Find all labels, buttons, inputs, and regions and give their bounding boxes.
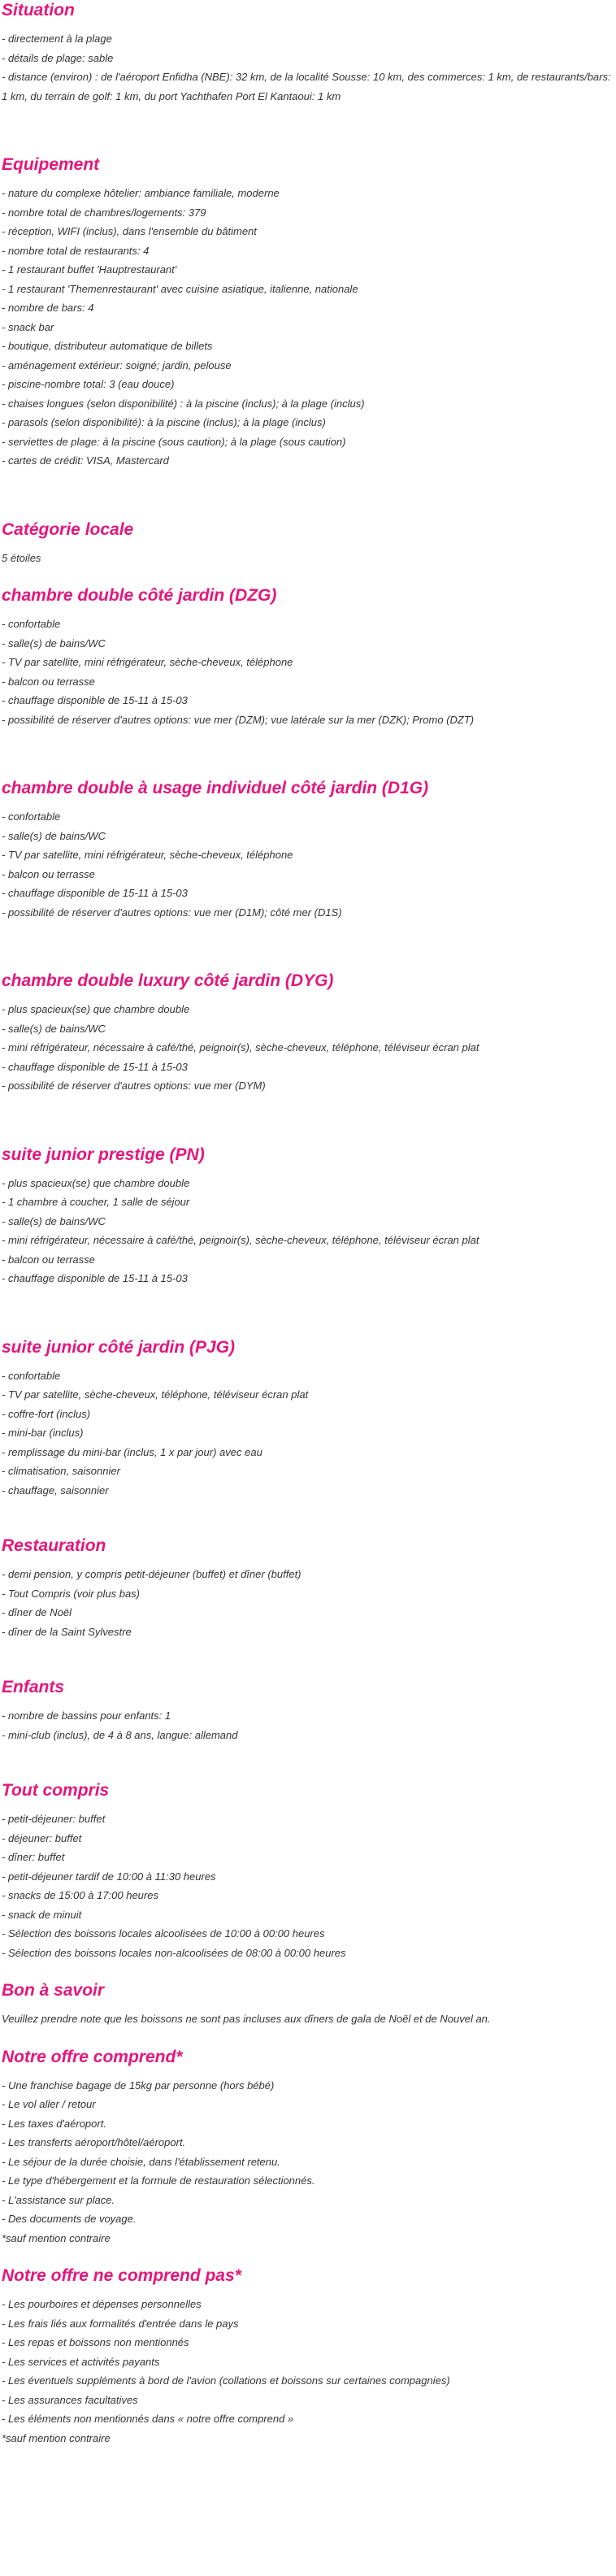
section-title: chambre double luxury côté jardin (DYG)	[2, 971, 334, 990]
list-item: - boutique, distributeur automatique de billets	[2, 340, 213, 352]
section-title: Notre offre ne comprend pas*	[2, 2266, 241, 2285]
list-item: - directement à la plage	[2, 33, 112, 45]
list-item: - balcon ou terrasse	[2, 1253, 95, 1266]
list-item: - TV par satellite, sèche-cheveux, téléphone, téléviseur écran plat	[2, 1388, 309, 1401]
section-body	[2, 2076, 613, 2248]
section-situation	[2, 0, 613, 106]
list-item: - plus spacieux(se) que chambre double	[2, 1176, 190, 1189]
list-item: - Les assurances facultatives	[2, 2393, 138, 2406]
list-item: - nature du complexe hôtelier: ambiance familiale, moderne	[2, 187, 280, 199]
section-title: Situation	[2, 1, 75, 20]
list-item: - cartes de crédit: VISA, Mastercard	[2, 454, 169, 467]
list-item: - possibilité de réserver d'autres options: vue mer (DYM)	[2, 1079, 266, 1092]
list-item: - Le type d'hébergement et la formule de restauration sélectionnés.	[2, 2174, 315, 2187]
section-body	[2, 29, 613, 106]
list-item: - salle(s) de bains/WC	[2, 829, 106, 842]
section-suite-pjg	[2, 1337, 613, 1501]
list-item: - chauffage disponible de 15-11 à 15-03	[2, 887, 188, 899]
list-item: - distance (environ) : de l'aéroport Enfidha (NBE): 32 km, de la localité Sousse: 10 km, des commerces: 1 km, de restaurants/bars: 1 km, du terrain de golf: 1 km, du port Yachthafen Port El Kantaoui: 1 km	[2, 71, 611, 102]
section-title: suite junior côté jardin (PJG)	[2, 1337, 236, 1357]
list-item: - Une franchise bagage de 15kg par personne (hors bébé)	[2, 2079, 275, 2092]
list-item: - snack de minuit	[2, 1908, 82, 1921]
section-body	[2, 1000, 613, 1096]
list-item: - Les frais liés aux formalités d'entrée dans le pays	[2, 2317, 239, 2330]
section-body	[2, 1809, 613, 1962]
list-item: - Les taxes d'aéroport.	[2, 2117, 106, 2130]
list-item: - chaises longues (selon disponibilité) : à la piscine (inclus); à la plage (inclus)	[2, 397, 365, 410]
list-item: - mini-bar (inclus)	[2, 1427, 84, 1439]
section-tout-compris	[2, 1780, 613, 1962]
list-item: - climatisation, saisonnier	[2, 1465, 120, 1477]
list-item: - mini réfrigérateur, nécessaire à café/thé, peignoir(s), sèche-cheveux, téléphone, téléviseur écran plat	[2, 1041, 479, 1053]
list-item: - Les services et activités payants	[2, 2355, 160, 2368]
section-title: Enfants	[2, 1678, 65, 1696]
list-item: - dîner: buffet	[2, 1851, 65, 1863]
list-item: - chauffage disponible de 15-11 à 15-03	[2, 1272, 188, 1284]
list-item: - nombre total de chambres/logements: 379	[2, 206, 206, 219]
section-body	[2, 1565, 613, 1641]
section-title: Restauration	[2, 1536, 106, 1555]
list-item: - mini-club (inclus), de 4 à 8 ans, langue: allemand	[2, 1728, 238, 1741]
list-item: - demi pension, y compris petit-déjeuner (buffet) et dîner (buffet)	[2, 1568, 301, 1580]
list-item: - petit-déjeuner: buffet	[2, 1813, 106, 1825]
list-item: - chauffage disponible de 15-11 à 15-03	[2, 1060, 188, 1073]
list-item: - dîner de Noël	[2, 1606, 72, 1618]
list-item: *sauf mention contraire	[2, 2431, 111, 2444]
list-item: - Les repas et boissons non mentionnés	[2, 2336, 189, 2348]
section-enfants	[2, 1677, 613, 1744]
list-item: - Des documents de voyage.	[2, 2213, 137, 2225]
list-item: - parasols (selon disponibilité): à la piscine (inclus); à la plage (inclus)	[2, 416, 326, 428]
section-room-d1g	[2, 778, 613, 922]
list-item: - Tout Compris (voir plus bas)	[2, 1587, 141, 1600]
section-title: Bon à savoir	[2, 1981, 105, 2000]
list-item: - Sélection des boissons locales alcoolisées de 10:00 à 00:00 heures	[2, 1927, 325, 1940]
section-title: Equipement	[2, 155, 100, 174]
list-item: - petit-déjeuner tardif de 10:00 à 11:30 heures	[2, 1870, 216, 1883]
list-item: *sauf mention contraire	[2, 2231, 111, 2244]
list-item: - piscine-nombre total: 3 (eau douce)	[2, 378, 175, 390]
list-item: - nombre total de restaurants: 4	[2, 244, 150, 257]
list-item: - salle(s) de bains/WC	[2, 1022, 106, 1035]
list-item: - 1 chambre à coucher, 1 salle de séjour	[2, 1196, 190, 1208]
list-item: - chauffage, saisonnier	[2, 1483, 109, 1497]
list-item: - nombre de bassins pour enfants: 1	[2, 1709, 171, 1722]
list-item: - Sélection des boissons locales non-alcoolisées de 08:00 à 00:00 heures	[2, 1946, 346, 1959]
list-item: - aménagement extérieur: soigné; jardin, pelouse	[2, 358, 232, 371]
list-item: - Le séjour de la durée choisie, dans l'établissement retenu.	[2, 2155, 280, 2168]
section-title: suite junior prestige (PN)	[2, 1145, 205, 1164]
section-room-dyg	[2, 971, 613, 1096]
section-body	[2, 184, 613, 471]
list-item: - Les pourboires et dépenses personnelles	[2, 2298, 202, 2310]
list-item: - balcon ou terrasse	[2, 867, 95, 880]
list-item: - Les transferts aéroport/hôtel/aéroport.	[2, 2136, 186, 2148]
section-body	[2, 549, 613, 568]
section-title: chambre double côté jardin (DZG)	[2, 586, 277, 605]
list-item: - Les éléments non mentionnés dans « notre offre comprend »	[2, 2413, 294, 2425]
list-item: - confortable	[2, 618, 61, 630]
list-item: Veuillez prendre note que les boissons ne sont pas incluses aux dîners de gala de Noël et de Nouvel an.	[2, 2013, 491, 2025]
section-title: Tout compris	[2, 1781, 110, 1800]
list-item: - balcon ou terrasse	[2, 675, 95, 688]
list-item: - 1 restaurant buffet 'Hauptrestaurant'	[2, 263, 177, 276]
section-bon-a-savoir	[2, 1980, 613, 2029]
list-item: - TV par satellite, mini réfrigérateur, sèche-cheveux, téléphone	[2, 849, 293, 861]
list-item: - plus spacieux(se) que chambre double	[2, 1003, 190, 1015]
section-categorie	[2, 519, 613, 568]
list-item: - détails de plage: sable	[2, 51, 114, 64]
list-item: - snack bar	[2, 320, 54, 333]
list-item: - remplissage du mini-bar (inclus, 1 x par jour) avec eau	[2, 1445, 262, 1458]
section-restauration	[2, 1536, 613, 1641]
section-body	[2, 807, 613, 922]
section-suite-pn	[2, 1145, 613, 1288]
list-item: - serviettes de plage: à la piscine (sous caution); à la plage (sous caution)	[2, 435, 346, 448]
section-body	[2, 1706, 613, 1744]
section-offre-ne-comprend-pas	[2, 2265, 613, 2448]
list-item: - confortable	[2, 810, 61, 823]
list-item: - coffre-fort (inclus)	[2, 1407, 91, 1420]
list-item: - possibilité de réserver d'autres options: vue mer (D1M); côté mer (D1S)	[2, 906, 342, 919]
list-item: - mini réfrigérateur, nécessaire à café/thé, peignoir(s), sèche-cheveux, téléphone, téléviseur écran plat	[2, 1234, 479, 1246]
list-item: - réception, WIFI (inclus), dans l'ensemble du bâtiment	[2, 225, 257, 237]
list-item: - chauffage disponible de 15-11 à 15-03	[2, 694, 188, 706]
section-body	[2, 2009, 613, 2029]
section-offre-comprend	[2, 2047, 613, 2248]
list-item: - Le vol aller / retour	[2, 2098, 96, 2110]
list-item: - L'assistance sur place.	[2, 2193, 115, 2206]
list-item: - snacks de 15:00 à 17:00 heures	[2, 1889, 158, 1901]
section-body	[2, 1174, 613, 1288]
list-item: - TV par satellite, mini réfrigérateur, sèche-cheveux, téléphone	[2, 656, 293, 668]
list-item: 5 étoiles	[2, 551, 41, 564]
list-item: - Les éventuels suppléments à bord de l'avion (collations et boissons sur certaines compagnies)	[2, 2374, 450, 2387]
section-room-dzg	[2, 585, 613, 729]
list-item: - dîner de la Saint Sylvestre	[2, 1625, 132, 1638]
section-title: Notre offre comprend*	[2, 2047, 183, 2066]
list-item: - déjeuner: buffet	[2, 1831, 82, 1844]
list-item: - salle(s) de bains/WC	[2, 1214, 106, 1227]
list-item: - possibilité de réserver d'autres options: vue mer (DZM); vue latérale sur la mer (DZK); Promo (DZT)	[2, 713, 475, 726]
list-item: - salle(s) de bains/WC	[2, 636, 106, 649]
list-item: - 1 restaurant 'Themenrestaurant' avec cuisine asiatique, italienne, nationale	[2, 282, 358, 295]
section-title: chambre double à usage individuel côté jardin (D1G)	[2, 779, 429, 797]
section-equipement	[2, 154, 613, 471]
section-title: Catégorie locale	[2, 519, 134, 539]
section-body	[2, 615, 613, 729]
list-item: - nombre de bars: 4	[2, 302, 94, 314]
section-body	[2, 1366, 613, 1501]
section-body	[2, 2295, 613, 2448]
list-item: - confortable	[2, 1369, 61, 1382]
